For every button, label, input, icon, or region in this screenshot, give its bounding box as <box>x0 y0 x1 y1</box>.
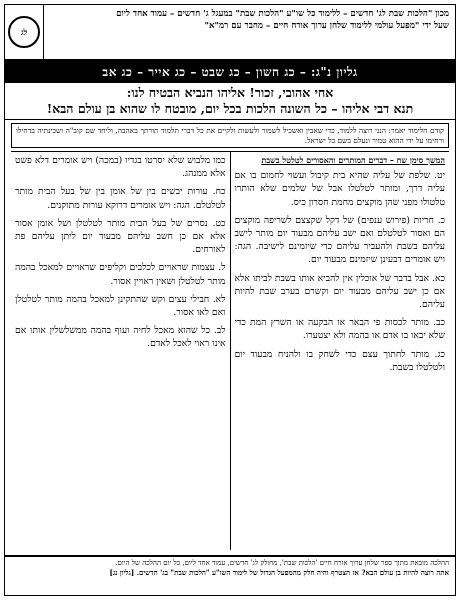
law-item: כט. נסרים של בעל הבית מותר לטלטלן ושל אומן אסור אלא אם כן חשב עליהם מבעוד יום ליתן עליהם פת לאורחים. <box>15 217 226 256</box>
law-item: כמו מלבוש שלא יסרטו בגדיו (במכה) ויש אומרים דלא פשט אלא ממנהג. <box>15 155 226 180</box>
newsletter-page <box>4 4 456 596</box>
slogan-subtitle: תנא דבי אליהו – כל השונה הלכות בכל יום, מובטח לו שהוא בן עולם הבא! <box>5 101 455 120</box>
right-column <box>230 152 450 550</box>
header-text <box>44 5 455 59</box>
footer <box>5 555 455 595</box>
law-item: כא. אבל בדבר של אוכלין אין להביא אותו בשבת לביתו אלא אם כן ישב עליהם מבעוד יום וקשרם בערב שבת להיות עליהם. <box>234 272 445 311</box>
logo <box>5 5 44 59</box>
header <box>5 5 455 61</box>
law-item: לא. חבילי עצים וקש שהתקינן למאכל בהמה מותר לטלטלן ואם לאו אסור. <box>15 293 226 319</box>
law-item: כג. מותר לחתוך עצם כדי לשחק בו ולהניח מבעוד יום ולטלטלו בשבת. <box>234 348 445 373</box>
law-item: כ. חריות (פירוש ענפים) של דקל שקצצם לשריפה מוקצים הם ואסור לטלטלם ואם ישב עליהם מבעוד יום מותר לישב עליהם בשבת ולהעביר עליהם כדי שיזמינם לישיבה. הגה: ויש אומרים דבעינן שיזמינם מבעוד יום. <box>234 214 445 266</box>
law-item: כח. עורות יבשים בין של אומן בין של בעל הבית מותר לטלטלם. הגה: ויש אומרים דרוקא עורות מתוקנים. <box>15 186 226 211</box>
header-line-1: מכון "הלכות שבת לג' חדשים – ללימוד כל שו"ע "הלכות שבת" במעגל ג' חדשים – עמוד אחד ליום <box>116 9 449 19</box>
header-line-2: שעל ידי "מפעל עולמי ללימוד שלחן ערוך אורח חיים – מחבר עם רמ"א" <box>204 21 449 31</box>
footer-call-to-action: אתה רוצה להיות בן עולם הבא? אז הצטרף והיה חלק מהמפעל הגדול של לימוד השו"ע "הלכות שבת" בג' חדשים. [גליון נג] <box>109 568 449 577</box>
intro-prayer: קודם הלימוד יאמר: הנני רוצה ללמוד, כדי שאבין ואשכיל לשמור ולעשות ולקיים את כל דברי תלמוד תורתך באהבה, וליחד שם קוב"ה ושכינתיה בדחילו ורחימו על ידי ההוא טמיר ונעלם בשם כל ישראל. <box>11 123 449 148</box>
law-item: יט. שלפת של עליה שהיא בית קיבול ועשוי לחמום בו אם עליה דרך, ומותר לטלטלו אבל של שלמים שלא הותרו טלטולו מפני שהן מוקצים מחמת חסרון כיס. <box>234 170 445 208</box>
slogan-title: אחי אהובי, זכור! אליהו הנביא הבטיח לנו: <box>126 85 334 100</box>
law-item: כב. מותר לכסות פי הבאר או הבקעה או השרץ המת כדי שלא יבאו בו אדם או בהמה ולא יצטערו. <box>234 317 445 342</box>
footer-text: ההלכה מובאת מתוך ספר שלחן ערוך אורח חיים 'הלכות שבת', מחולק לג' חדשים, עמוד אחד ליום, כל יום ההלכה של היום. <box>115 559 449 567</box>
law-item: ל. עצמות שראויים לכלבים וקליפים שראויים למאכל בהמה מותר לטלטלן ושאין ראויין אסור. <box>15 262 226 287</box>
law-item: לב. כל שהוא מאכל לחיה ועוף בהמה ממשלשלין אותו אם אינו ראוי לאכל לאדם. <box>15 325 226 350</box>
content-columns <box>11 151 449 550</box>
section-title: המשך סימן שח – דברים המותרים והאסורים לטלטל בשבת <box>261 155 445 165</box>
issue-dates-bar: גליון נ"ג: – כג חשון – כג שבט – כג אייר – כג אב <box>5 61 455 83</box>
logo-circle: לג <box>8 16 40 48</box>
left-column <box>11 152 230 550</box>
